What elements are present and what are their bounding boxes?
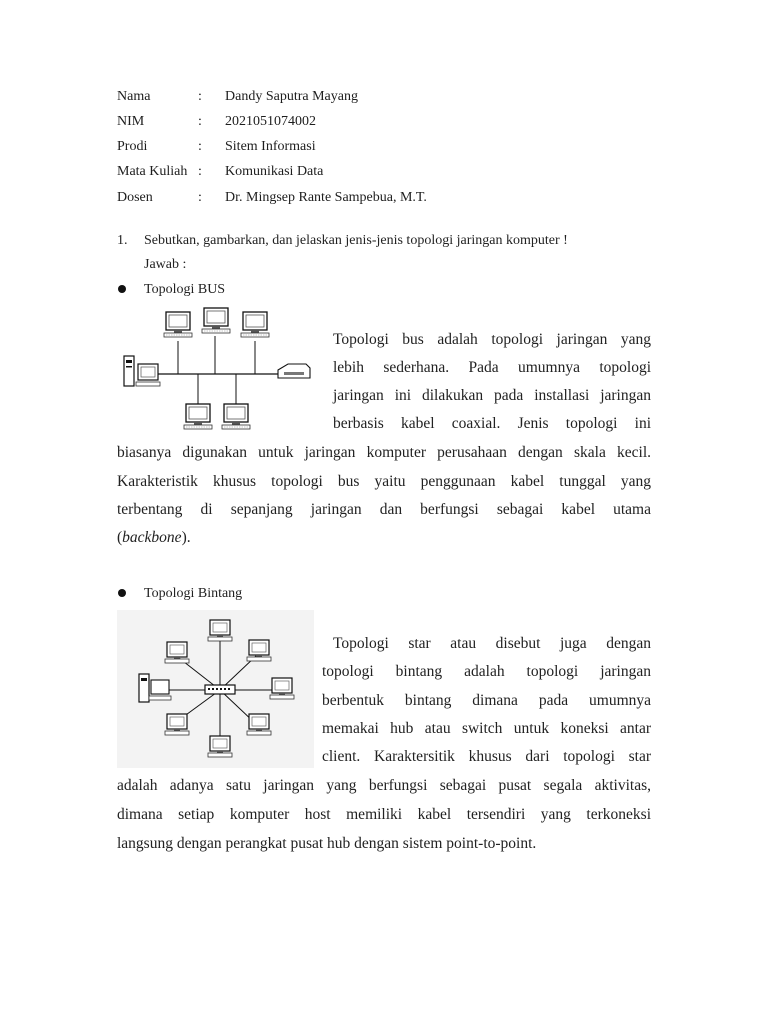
paragraph-line: berbasis kabel coaxial. Jenis topologi ini [333, 415, 651, 432]
star-topology-diagram-icon [117, 610, 314, 768]
identity-separator: : [198, 139, 202, 154]
question-number: 1. [117, 233, 128, 248]
section-heading: Topologi Bintang [144, 586, 243, 601]
paragraph-line: langsung dengan perangkat pusat hub dengan sistem point-to-point. [117, 835, 537, 852]
question-text: Sebutkan, gambarkan, dan jelaskan jenis-jenis topologi jaringan komputer ! [144, 233, 568, 248]
identity-label: Prodi [117, 139, 148, 154]
paragraph-line: jaringan ini dilakukan pada installasi jaringan [333, 387, 651, 404]
paragraph-line: berbentuk bintang dimana pada umumnya [322, 692, 651, 709]
answer-label: Jawab : [144, 257, 187, 272]
paragraph-line: Topologi star atau disebut juga dengan [333, 635, 651, 652]
paren-close: ). [181, 529, 191, 546]
identity-value: Dr. Mingsep Rante Sampebua, M.T. [225, 190, 427, 205]
bus-topology-diagram-icon [120, 306, 320, 438]
identity-separator: : [198, 190, 202, 205]
identity-label: NIM [117, 114, 145, 129]
paragraph-line: memakai hub atau switch untuk koneksi antar [322, 720, 651, 737]
paragraph-line: dimana setiap komputer host memiliki kabel tersendiri yang terkoneksi [117, 806, 651, 823]
identity-value: Sitem Informasi [225, 139, 316, 154]
identity-value: 2021051074002 [225, 114, 316, 129]
identity-value: Dandy Saputra Mayang [225, 89, 358, 104]
paragraph-line: topologi bintang adalah topologi jaringan [322, 663, 651, 680]
paragraph-line: Topologi bus adalah topologi jaringan yang [333, 331, 651, 348]
identity-separator: : [198, 164, 202, 179]
paragraph-line: terbentang di sepanjang jaringan dan berfungsi sebagai kabel utama [117, 501, 651, 518]
paragraph-line: client. Karaktersitik khusus dari topologi star [322, 748, 651, 765]
identity-label: Mata Kuliah [117, 164, 188, 179]
paren-open: ( [117, 529, 123, 546]
identity-label: Nama [117, 89, 151, 104]
section-heading: Topologi BUS [144, 282, 226, 297]
paragraph-line: biasanya digunakan untuk jaringan komputer perusahaan dengan skala kecil. [117, 444, 651, 461]
backbone-term: backbone [122, 529, 182, 546]
paragraph-line: adalah adanya satu jaringan yang berfungsi sebagai pusat segala aktivitas, [117, 777, 651, 794]
identity-separator: : [198, 114, 202, 129]
paragraph-line [117, 529, 191, 547]
paragraph-line: Karakteristik khusus topologi bus yaitu penggunaan kabel tunggal yang [117, 473, 651, 490]
identity-separator: : [198, 89, 202, 104]
bullet-icon [118, 285, 126, 293]
identity-value: Komunikasi Data [225, 164, 324, 179]
paragraph-line: lebih sederhana. Pada umumnya topologi [333, 359, 651, 376]
bullet-icon [118, 589, 126, 597]
identity-label: Dosen [117, 190, 153, 205]
